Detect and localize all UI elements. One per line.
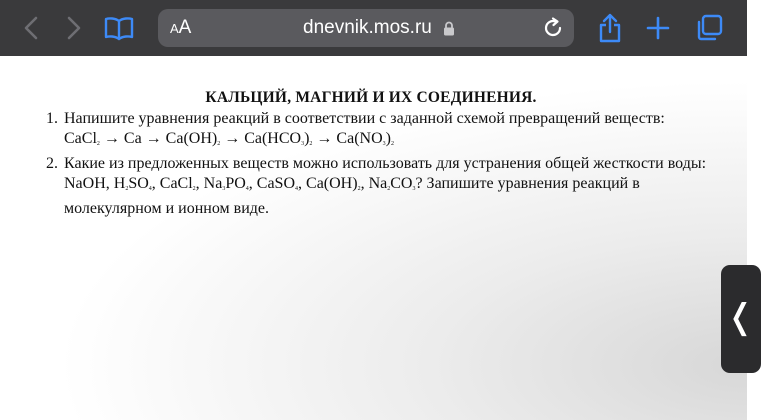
tabs-overview-icon[interactable] [694,12,724,44]
page-title: КАЛЬЦИЙ, МАГНИЙ И ИХ СОЕДИНЕНИЯ. [205,89,537,106]
task-question: Напишите уравнения реакций в соответствии с заданной схемой превращений веществ: [64,110,665,127]
task-2 [46,154,726,219]
reaction-scheme: CaCl$_2$ → $Ca \to Ca(OH)_2 \to Ca(HCO_3)_2 \to Ca(NO_3)_2$ [64,129,394,147]
share-icon[interactable] [597,12,623,44]
document-content [46,89,726,219]
browser-toolbar [0,0,747,56]
lock-icon [443,21,455,41]
address-bar[interactable] [158,9,574,47]
task-number: 1. [46,110,58,127]
url-text[interactable]: dnevnik.mos.ru [303,17,432,38]
side-drawer-handle[interactable] [721,265,761,373]
reader-text-size-button[interactable]: AA [170,17,192,38]
bookmarks-icon[interactable] [103,12,135,44]
new-tab-icon[interactable] [645,12,671,44]
task-question: Какие из предложенных веществ можно использовать для устранения общей жесткости воды: [64,155,707,172]
task-number: 2. [46,155,58,172]
forward-icon[interactable] [63,12,85,44]
reload-icon[interactable] [542,17,564,44]
chevron-left-icon: ❬ [726,297,755,337]
task-1 [46,109,726,154]
back-icon[interactable] [20,12,42,44]
substance-list: NaOH, $H_2SO_4$, CaCl$_2$, $Na_3PO_4$, CaSO$_4$, $Ca(OH)_2$, $Na_2CO_3$? Запишите уравнения реакций в молекулярном и ионном виде. [64,174,640,217]
